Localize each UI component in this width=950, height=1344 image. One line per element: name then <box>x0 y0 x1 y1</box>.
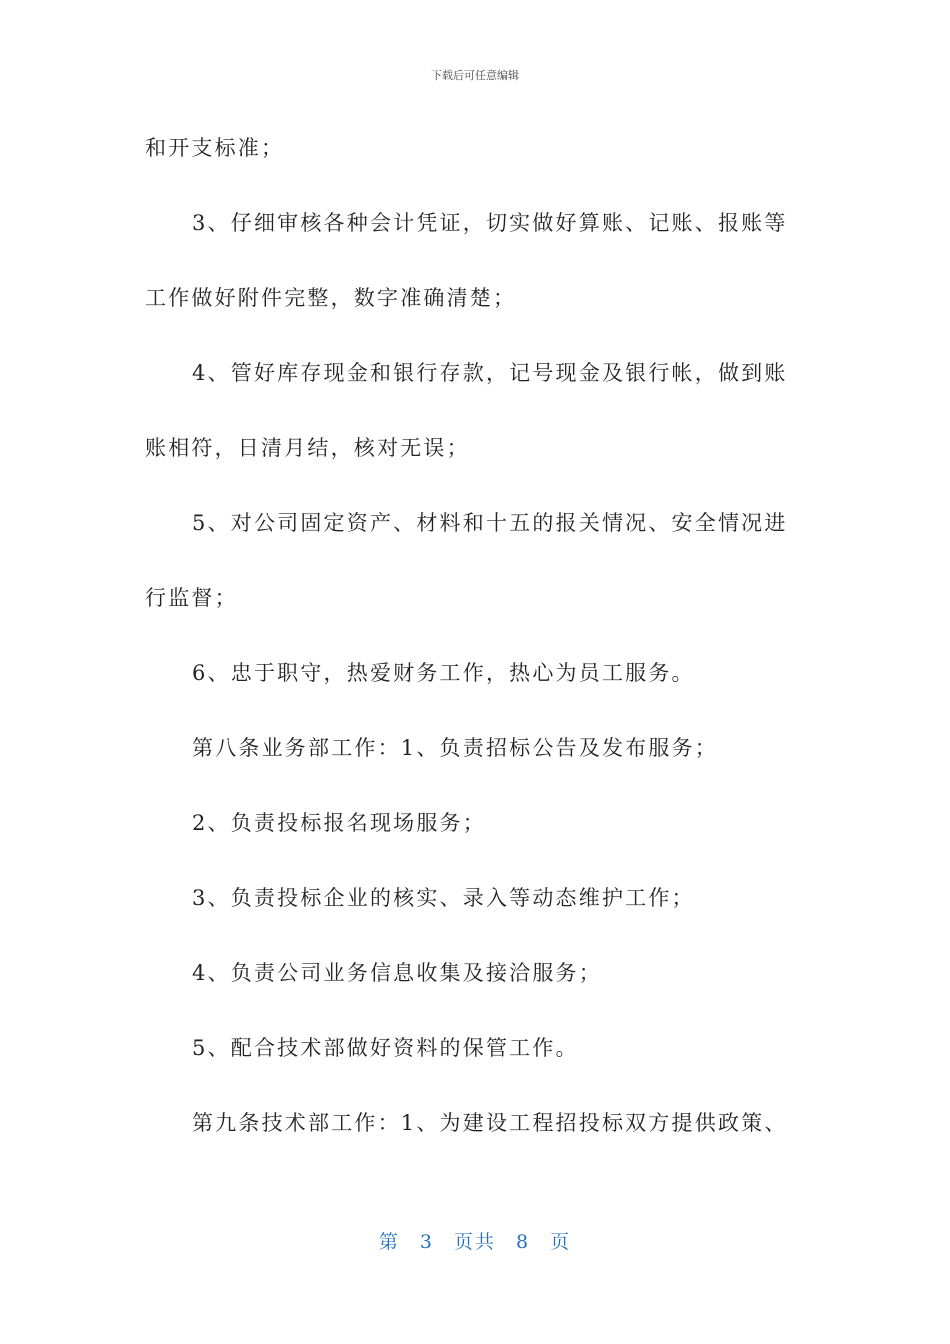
text-line: 4、管好库存现金和银行存款，记号现金及银行帐，做到账 <box>192 361 788 385</box>
text-line: 3、负责投标企业的核实、录入等动态维护工作； <box>192 886 695 910</box>
footer-prefix: 第 <box>378 1231 400 1253</box>
text-line: 行监督； <box>145 586 238 610</box>
text-line: 3、仔细审核各种会计凭证，切实做好算账、记账、报账等 <box>192 211 788 235</box>
text-line: 和开支标准； <box>145 136 285 160</box>
text-line: 4、负责公司业务信息收集及接洽服务； <box>192 961 602 985</box>
text-line: 5、配合技术部做好资料的保管工作。 <box>192 1036 579 1060</box>
text-line: 第八条业务部工作：1、负责招标公告及发布服务； <box>192 736 718 760</box>
text-line: 工作做好附件完整，数字准确清楚； <box>145 286 517 310</box>
text-line: 账相符，日清月结，核对无误； <box>145 436 470 460</box>
text-line: 第九条技术部工作：1、为建设工程招投标双方提供政策、 <box>192 1111 788 1135</box>
page-footer <box>0 1227 950 1254</box>
text-line: 5、对公司固定资产、材料和十五的报关情况、安全情况进 <box>192 511 788 535</box>
footer-suffix: 页 <box>550 1231 572 1253</box>
footer-total-pages: 8 <box>516 1231 531 1253</box>
page-header: 下载后可任意编辑 <box>431 69 519 82</box>
footer-middle: 页共 <box>453 1231 496 1253</box>
text-line: 6、忠于职守，热爱财务工作，热心为员工服务。 <box>192 661 695 685</box>
text-line: 2、负责投标报名现场服务； <box>192 811 486 835</box>
footer-current-page: 3 <box>419 1231 434 1253</box>
